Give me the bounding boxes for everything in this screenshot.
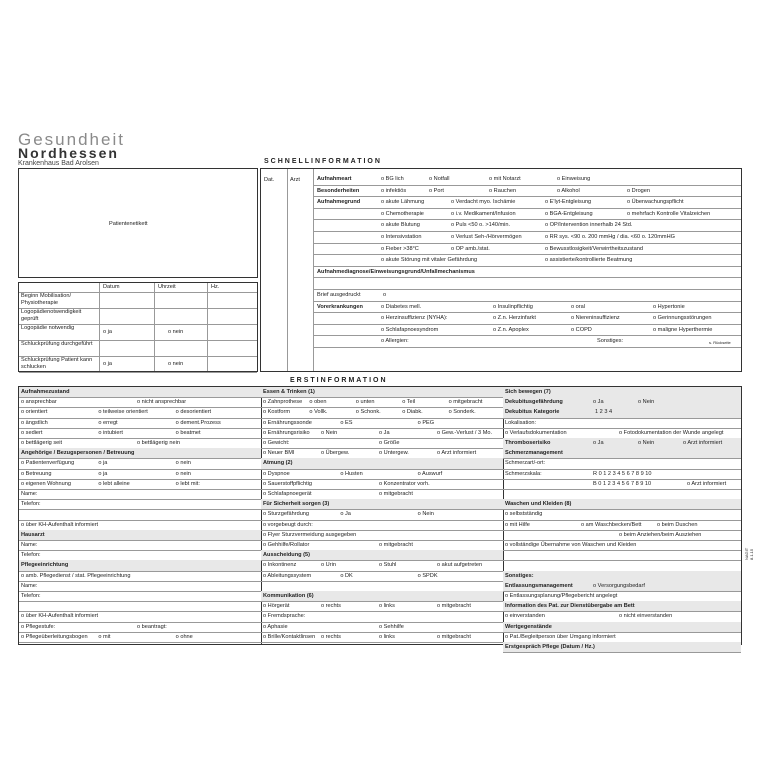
checkbox-option[interactable]: o Gerinnungsstörungen [653,315,711,322]
checkbox-option[interactable]: o Arzt informiert [687,481,726,488]
checkbox-option[interactable]: o nicht einverstanden [619,613,672,620]
checkbox-option[interactable]: o Ja [593,399,604,406]
section-heading: Kommunikation (6) [263,593,314,599]
checkbox-option[interactable]: o Pat./Begleitperson über Umgang informiert [505,634,616,641]
checkbox-option[interactable]: o Größe [379,440,400,447]
logo-line1: Gesundheit [18,130,125,149]
checkbox-option[interactable]: o Gehhilfe/Rollator [263,542,309,549]
brief-label: Brief ausgedruckt [317,292,361,298]
checkbox-option[interactable]: o OP amb./stat. [451,246,490,253]
checkbox-option[interactable]: o nicht ansprechbar [137,399,186,406]
rueckseite-note: s. Rückseite [709,340,731,346]
checkbox-option[interactable]: o unten [356,399,375,406]
checkbox-option[interactable]: o Z.n. Herzinfarkt [493,315,536,322]
checkbox-option[interactable]: o mit Notarzt [489,176,521,183]
checkbox-option[interactable]: o COPD [571,327,592,334]
checkbox-option[interactable]: o Herzinsuffizienz (NYHA): [381,315,447,322]
table-header: Datum [103,284,120,290]
section-heading: Wertgegenstände [505,623,552,630]
checkbox-option[interactable]: o akute Blutung [381,222,420,229]
checkbox-option[interactable]: o Niereninsuffizienz [571,315,620,322]
checkbox-option[interactable]: o links [379,603,395,610]
checkbox-option[interactable]: o Ernährungsrisiko [263,430,310,437]
checkbox-option[interactable]: o Fieber >38°C [381,246,419,253]
checkbox-option[interactable]: o lebt mit: [176,481,200,488]
checkbox-option[interactable]: o Husten [340,471,362,478]
checkbox-option[interactable]: o vollständige Übernahme von Waschen und Kleiden [505,542,636,549]
checkbox-option[interactable]: o Notfall [429,176,450,183]
checkbox-option[interactable]: o Nein [638,440,654,447]
section-heading: Hausarzt [21,531,45,538]
checkbox-option[interactable]: o Ernährungssonde [263,420,312,427]
checkbox-option[interactable]: o beim Anziehen/beim Ausziehen [619,532,701,539]
checkbox-option[interactable]: o [383,292,387,298]
checkbox-option[interactable]: o Fremdsprache: [263,613,305,620]
checkbox-option[interactable]: o Auswurf [418,471,443,478]
section-heading: Waschen und Kleiden (8) [505,501,572,508]
checkbox-option[interactable]: o orientiert [21,409,47,416]
checkbox-option[interactable]: o Pflegeüberleitungsbogen [21,634,88,641]
checkbox-option[interactable]: o amb. Pflegedienst / stat. Pflegeeinrichtung [21,573,130,580]
checkbox-option[interactable]: o selbstständig [505,511,542,518]
checkbox-option[interactable]: o Pflegestufe: [21,624,55,631]
checkbox-option[interactable]: o Kostform [263,409,290,416]
erst-box [18,386,742,650]
checkbox-option[interactable]: o Insulinpflichtig [493,304,533,311]
checkbox-option[interactable]: o einverstanden [505,613,545,620]
checkbox-option[interactable]: o eigenen Wohnung [21,481,71,488]
checkbox-option[interactable]: o Port [429,188,444,195]
section-heading: Essen & Trinken (1) [263,389,315,395]
checkbox-option[interactable]: o PEG [418,420,435,427]
section-heading: Pflegeeinrichtung [21,562,69,569]
column-divider [99,283,100,371]
section-heading: Angehörige / Bezugspersonen / Betreuung [21,450,135,457]
section-heading: Sonstiges: [505,572,534,579]
checkbox-option[interactable]: o Vollk. [309,409,327,416]
row-label: Logopädienotwendigkeit geprüft [21,309,82,322]
row-label: Beginn Mobilisation/ Physiotherapie [21,293,72,306]
checkbox-option[interactable]: o lebt alleine [98,481,129,488]
checkbox-option[interactable]: o Puls <50 o. >140/min. [451,222,510,229]
logo-line2: Nordhessen [18,145,119,161]
field-label: Name: [21,491,38,497]
table-header: Uhrzeit [158,284,176,290]
checkbox-option[interactable]: o nein [176,471,191,478]
field-label: Telefon: [21,552,41,559]
column-divider [154,283,155,371]
checkbox-option[interactable]: o Patientenverfügung [21,460,74,467]
section-heading: Information des Pat. zur Dienstübergabe am Bett [505,603,635,610]
table-header: Hz. [211,284,220,290]
checkbox-option[interactable]: o Betreuung [21,471,52,478]
checkbox-option[interactable]: o Nein [321,430,337,437]
checkbox-option[interactable]: o mitgebracht [449,399,483,406]
pain-scale: R 0 1 2 3 4 5 6 7 8 9 10 [593,470,652,477]
checkbox-option[interactable]: o maligne Hyperthermie [653,327,712,334]
col-dat-label: Dat. [264,177,275,183]
checkbox-option[interactable]: o Sauerstoffpflichtig [263,481,312,488]
checkbox-option[interactable]: o Teil [402,399,415,406]
schnell-title: SCHNELLINFORMATION [264,158,382,165]
checkbox-option[interactable]: o desorientiert [176,409,211,416]
checkbox-option[interactable]: o nein [176,460,191,467]
checkbox-option[interactable]: o Brille/Kontaktlinsen [263,634,315,641]
checkbox-option[interactable]: o RR sys. <90 o. 200 mmHg / dia. <60 o. 120mmHG [545,234,675,241]
checkbox-option[interactable]: o mitgebracht [437,603,471,610]
checkbox-option[interactable]: o infektiös [381,188,406,195]
checkbox-option[interactable]: o i.v. Medikament/Infusion [451,211,516,218]
checkbox-option[interactable]: o am Waschbecken/Bett [581,522,641,529]
checkbox-option[interactable]: o über KH-Aufenthalt informiert [21,522,98,529]
checkbox-option[interactable]: o bettlägerig nein [137,440,180,447]
checkbox-option[interactable]: o Schlafapnoesyndrom [381,327,438,334]
field-label: Telefon: [21,501,41,508]
checkbox-option[interactable]: o E'lyt-Entgleisung [545,199,591,206]
checkbox-option[interactable]: o BGA-Entgleisung [545,211,593,218]
checkbox-option[interactable]: o Verlaufsdokumentation [505,430,567,437]
checkbox-option[interactable]: o Ableitungssystem [263,573,311,580]
sonstiges-field: Sonstiges: [597,338,624,345]
checkbox-option[interactable]: o ohne [176,634,193,641]
checkbox-option[interactable]: o Aphasie [263,624,288,631]
row-label: Schluckprüfung durchgeführt [21,341,93,347]
checkbox-option[interactable]: o mit Hilfe [505,522,530,529]
checkbox-option[interactable]: o ja [103,361,112,368]
checkbox-option[interactable]: o über KH-Aufenthalt informiert [21,613,98,620]
allergien-field[interactable]: o Allergien: [381,338,409,345]
checkbox-option[interactable]: o akut aufgetreten [437,562,482,569]
checkbox-option[interactable]: o DK [340,573,352,580]
checkbox-option[interactable]: o Schlafapnoegerät [263,491,312,498]
section-heading: Erstgespräch Pflege (Datum / Hz.) [505,644,595,650]
checkbox-option[interactable]: o Schonk. [356,409,381,416]
row-label: Schluckprüfung Patient kann schlucken [21,357,93,370]
checkbox-option[interactable]: o vorgebeugt durch: [263,522,313,529]
field-label: Schmerzskala: [505,470,542,477]
checkbox-option[interactable]: o beatmet [176,430,201,437]
row-label: Logopädie notwendig [21,325,75,331]
field-label: Entlassungsmanagement [505,582,573,589]
checkbox-option[interactable]: o ja [98,471,107,478]
checkbox-option[interactable]: o rechts [321,634,341,641]
checkbox-option[interactable]: o links [379,634,395,641]
field-label: Aufnahmeart [317,176,352,182]
checkbox-option[interactable]: o BG lich [381,176,404,183]
field-label: Thromboserisiko [505,440,551,446]
patient-label-box [18,168,258,278]
checkbox-option[interactable]: o nein [168,361,183,368]
checkbox-option[interactable]: o Einweisung [557,176,590,183]
category-scale: 1 2 3 4 [595,409,613,416]
side-code: NAGIT 8.1.15 [744,547,754,560]
schnell-box [260,168,742,372]
checkbox-option[interactable]: o rechts [321,603,341,610]
field-label: Besonderheiten [317,187,360,194]
field-label: Dekubitus Kategorie [505,409,560,416]
checkbox-option[interactable]: o Ja [593,440,604,447]
checkbox-option[interactable]: o Konzentrator vorh. [379,481,430,488]
checkbox-option[interactable]: o Ja [340,511,351,518]
checkbox-option[interactable]: o nein [168,329,183,336]
checkbox-option[interactable]: o dement.Prozess [176,420,221,427]
checkbox-option[interactable]: o Gewicht: [263,440,289,447]
section-heading: Ausscheidung (5) [263,552,310,559]
checkbox-option[interactable]: o Diabetes mell. [381,304,421,311]
field-label: Dekubitusgefährdung [505,399,563,406]
field-label: Schmerzart/-ort: [505,460,546,467]
checkbox-option[interactable]: o Hypertonie [653,304,685,311]
checkbox-option[interactable]: o assistierte/kontrollierte Beatmung [545,257,632,264]
checkbox-option[interactable]: o Übergew. [321,450,349,457]
section-heading: Schmerzmanagement [505,450,563,457]
section-heading: Sich bewegen (7) [505,389,551,395]
checkbox-option[interactable]: o Nein [638,399,654,406]
checkbox-option[interactable]: o Neuer BMI [263,450,294,457]
checkbox-option[interactable]: o Rauchen [489,188,516,195]
checkbox-option[interactable]: o ansprechbar [21,399,57,406]
section-heading: Atmung (2) [263,460,293,467]
section-heading: Aufnahmezustand [21,389,70,395]
checkbox-option[interactable]: o ES [340,420,352,427]
column-divider [287,169,288,371]
checkbox-option[interactable]: o Nein [418,511,434,518]
checkbox-option[interactable]: o akute Störung mit vitaler Gefährdung [381,257,477,264]
field-label: Name: [21,582,38,589]
checkbox-option[interactable]: o beantragt: [137,624,167,631]
checkbox-option[interactable]: o Ja [379,430,390,437]
checkbox-option[interactable]: o Arzt informiert [683,440,722,447]
checkbox-option[interactable]: o Inkontinenz [263,562,296,569]
checkbox-option[interactable]: o Fotodokumentation der Wunde angelegt [619,430,723,437]
pain-scale: B 0 1 2 3 4 5 6 7 8 9 10 [593,480,652,487]
field-label: Name: [21,542,38,548]
checkbox-option[interactable]: o Bewusstlosigkeit/Verwirrtheitszustand [545,246,643,253]
erst-title: ERSTINFORMATION [290,377,388,384]
checkbox-option[interactable]: o intubiert [98,430,123,437]
checkbox-option[interactable]: o mit [98,634,110,641]
checkbox-option[interactable]: o Arzt informiert [437,450,476,457]
checkbox-option[interactable]: o erregt [98,420,117,427]
checkbox-option[interactable]: o Sehhilfe [379,624,404,631]
mobilisation-table [18,282,258,372]
checkbox-option[interactable]: o ja [98,460,107,467]
checkbox-option[interactable]: o Dyspnoe [263,471,290,478]
checkbox-option[interactable]: o Zahnprothese [263,399,302,406]
checkbox-option[interactable]: o bettlägerig seit [21,440,62,447]
checkbox-option[interactable]: o Z.n. Apoplex [493,327,529,334]
checkbox-option[interactable]: o oben [309,399,326,406]
checkbox-option[interactable]: o Flyer Sturzvermeidung ausgegeben [263,532,356,539]
checkbox-option[interactable]: o Sonderk. [449,409,476,416]
field-label: Lokalisation: [505,419,537,426]
column-divider [207,283,208,371]
checkbox-option[interactable]: o Drogen [627,188,650,195]
checkbox-option[interactable]: o Diabk. [402,409,423,416]
checkbox-option[interactable]: o Sturzgefährdung [263,511,309,518]
checkbox-option[interactable]: o mitgebracht [437,634,471,641]
diagnose-label: Aufnahmediagnose/Einweisungsgrund/Unfallmechanismus [317,268,475,275]
section-heading: Für Sicherheit sorgen (3) [263,501,330,508]
checkbox-option[interactable]: o mitgebracht [379,542,413,549]
checkbox-option[interactable]: o Stuhl [379,562,396,569]
col-arzt-label: Arzt [290,177,300,183]
checkbox-option[interactable]: o SPDK [418,573,438,580]
field-label: Aufnahmegrund [317,199,361,206]
logo-line3: Krankenhaus Bad Arolsen [18,160,99,167]
checkbox-option[interactable]: o mitgebracht [379,491,413,498]
patient-label: Patientenetikett [109,221,148,227]
checkbox-option[interactable]: o Verdacht myo. Ischämie [451,199,515,206]
checkbox-option[interactable]: o Verlust Seh-/Hörvermögen [451,234,522,241]
checkbox-option[interactable]: o Intensivstation [381,234,421,241]
checkbox-option[interactable]: o Alkohol [557,188,580,195]
checkbox-option[interactable]: o Chemotherapie [381,211,424,218]
checkbox-option[interactable]: o OP/Intervention innerhalb 24 Std. [545,222,632,229]
form-row [313,335,741,348]
checkbox-option[interactable]: o Versorgungsbedarf [593,583,645,590]
checkbox-option[interactable]: o Gew.-Verlust / 3 Mo. [437,430,492,437]
checkbox-option[interactable]: o Überwachungspflicht [627,199,684,206]
checkbox-option[interactable]: o mehrfach Kontrolle Vitalzeichen [627,211,710,218]
checkbox-option[interactable]: o beim Duschen [657,522,697,529]
checkbox-option[interactable]: o ängstlich [21,420,48,427]
checkbox-option[interactable]: o ja [103,329,112,336]
checkbox-option[interactable]: o sediert [21,430,42,437]
checkbox-option[interactable]: o Untergew. [379,450,409,457]
field-label: Telefon: [21,593,41,599]
checkbox-option[interactable]: o teilweise orientiert [98,409,147,416]
field-label: Vorerkrankungen [317,303,363,310]
checkbox-option[interactable]: o Urin [321,562,336,569]
checkbox-option[interactable]: o akute Lähmung [381,199,424,206]
checkbox-option[interactable]: o Hörgerät [263,603,289,610]
checkbox-option[interactable]: o oral [571,304,585,311]
checkbox-option[interactable]: o Entlassungsplanung/Pflegebericht angelegt [505,593,617,600]
